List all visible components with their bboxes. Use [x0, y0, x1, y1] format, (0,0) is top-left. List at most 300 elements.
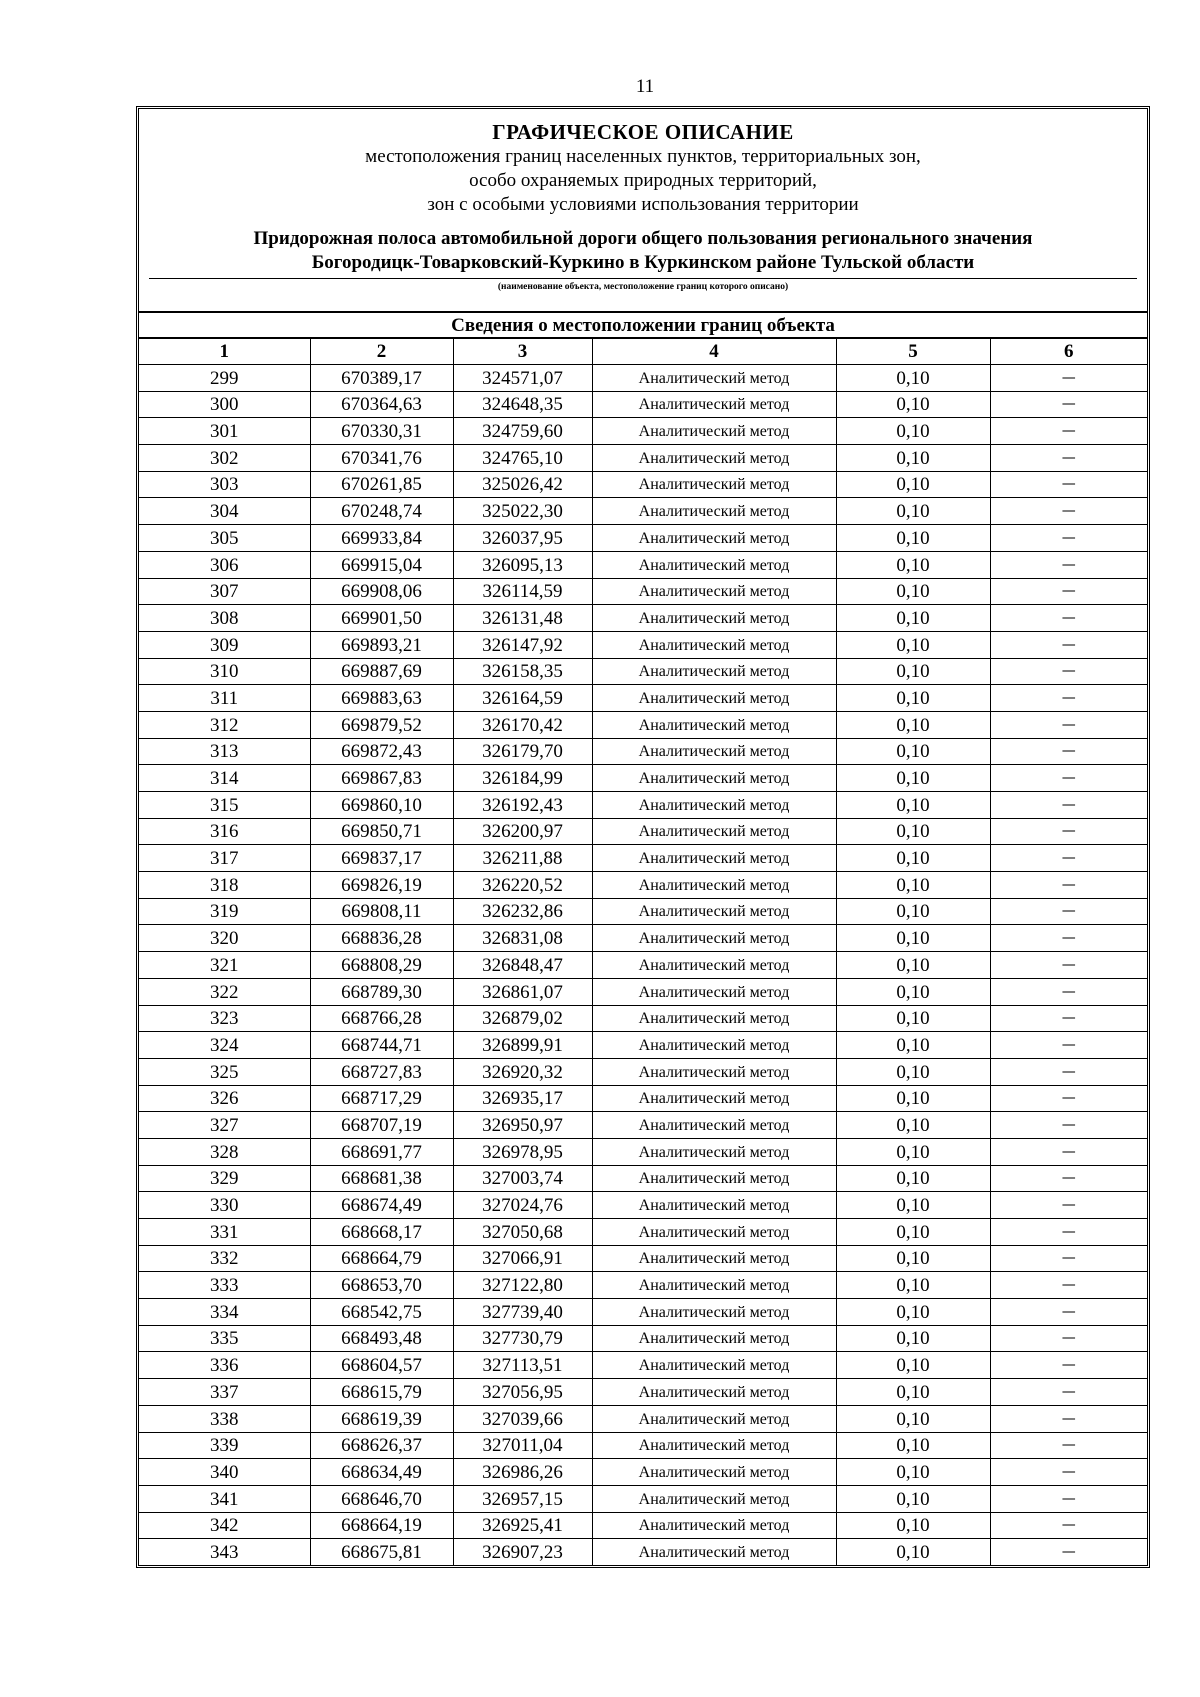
method-cell: Аналитический метод [592, 845, 836, 872]
precision-cell: 0,10 [836, 1432, 990, 1459]
x-coordinate-cell: 668653,70 [310, 1272, 453, 1299]
note-cell: — [990, 765, 1147, 792]
precision-cell: 0,10 [836, 1299, 990, 1326]
table-row [139, 1165, 1147, 1192]
method-cell: Аналитический метод [592, 765, 836, 792]
note-cell: — [990, 1032, 1147, 1059]
x-coordinate-cell: 668615,79 [310, 1379, 453, 1406]
precision-cell: 0,10 [836, 658, 990, 685]
y-coordinate-cell: 324759,60 [453, 418, 592, 445]
table-row [139, 631, 1147, 658]
note-cell: — [990, 1219, 1147, 1246]
x-coordinate-cell: 670330,31 [310, 418, 453, 445]
precision-cell: 0,10 [836, 711, 990, 738]
table-row [139, 365, 1147, 392]
y-coordinate-cell: 326831,08 [453, 925, 592, 952]
y-coordinate-cell: 327056,95 [453, 1379, 592, 1406]
x-coordinate-cell: 669808,11 [310, 898, 453, 925]
table-row [139, 685, 1147, 712]
x-coordinate-cell: 669933,84 [310, 525, 453, 552]
y-coordinate-cell: 324765,10 [453, 445, 592, 472]
x-coordinate-cell: 668744,71 [310, 1032, 453, 1059]
table-row [139, 711, 1147, 738]
method-cell: Аналитический метод [592, 1485, 836, 1512]
precision-cell: 0,10 [836, 391, 990, 418]
document-title: ГРАФИЧЕСКОЕ ОПИСАНИЕ [492, 120, 794, 144]
y-coordinate-cell: 326920,32 [453, 1058, 592, 1085]
table-row [139, 1405, 1147, 1432]
precision-cell: 0,10 [836, 1219, 990, 1246]
table-row [139, 872, 1147, 899]
object-caption: (наименование объекта, местоположение границ которого описано) [497, 282, 789, 292]
object-name-line-2: Богородицк-Товарковский-Куркино в Куркинском районе Тульской области [311, 252, 975, 273]
method-cell: Аналитический метод [592, 1245, 836, 1272]
precision-cell: 0,10 [836, 525, 990, 552]
method-cell: Аналитический метод [592, 1379, 836, 1406]
note-cell: — [990, 1058, 1147, 1085]
x-coordinate-cell: 669872,43 [310, 738, 453, 765]
point-number-cell: 342 [139, 1512, 310, 1539]
x-coordinate-cell: 668727,83 [310, 1058, 453, 1085]
y-coordinate-cell: 326037,95 [453, 525, 592, 552]
note-cell: — [990, 685, 1147, 712]
column-header: 1 [139, 339, 310, 365]
table-row [139, 1325, 1147, 1352]
precision-cell: 0,10 [836, 1058, 990, 1085]
object-name-line-1: Придорожная полоса автомобильной дороги общего пользования регионального значения [253, 228, 1033, 249]
method-cell: Аналитический метод [592, 1005, 836, 1032]
x-coordinate-cell: 668674,49 [310, 1192, 453, 1219]
table-row [139, 1032, 1147, 1059]
note-cell: — [990, 658, 1147, 685]
x-coordinate-cell: 668604,57 [310, 1352, 453, 1379]
method-cell: Аналитический метод [592, 1112, 836, 1139]
method-cell: Аналитический метод [592, 551, 836, 578]
point-number-cell: 326 [139, 1085, 310, 1112]
point-number-cell: 338 [139, 1405, 310, 1432]
table-row [139, 605, 1147, 632]
precision-cell: 0,10 [836, 551, 990, 578]
y-coordinate-cell: 326879,02 [453, 1005, 592, 1032]
x-coordinate-cell: 668836,28 [310, 925, 453, 952]
precision-cell: 0,10 [836, 872, 990, 899]
point-number-cell: 330 [139, 1192, 310, 1219]
coordinates-table [139, 339, 1147, 1565]
precision-cell: 0,10 [836, 1539, 990, 1565]
y-coordinate-cell: 326114,59 [453, 578, 592, 605]
y-coordinate-cell: 326147,92 [453, 631, 592, 658]
method-cell: Аналитический метод [592, 578, 836, 605]
point-number-cell: 329 [139, 1165, 310, 1192]
table-row [139, 658, 1147, 685]
precision-cell: 0,10 [836, 818, 990, 845]
y-coordinate-cell: 326957,15 [453, 1485, 592, 1512]
point-number-cell: 317 [139, 845, 310, 872]
y-coordinate-cell: 326986,26 [453, 1459, 592, 1486]
y-coordinate-cell: 327011,04 [453, 1432, 592, 1459]
table-row [139, 1085, 1147, 1112]
y-coordinate-cell: 324648,35 [453, 391, 592, 418]
precision-cell: 0,10 [836, 1325, 990, 1352]
note-cell: — [990, 498, 1147, 525]
precision-cell: 0,10 [836, 952, 990, 979]
column-header: 6 [990, 339, 1147, 365]
y-coordinate-cell: 327730,79 [453, 1325, 592, 1352]
precision-cell: 0,10 [836, 605, 990, 632]
point-number-cell: 343 [139, 1539, 310, 1565]
x-coordinate-cell: 670248,74 [310, 498, 453, 525]
x-coordinate-cell: 668808,29 [310, 952, 453, 979]
note-cell: — [990, 845, 1147, 872]
note-cell: — [990, 738, 1147, 765]
note-cell: — [990, 1112, 1147, 1139]
point-number-cell: 327 [139, 1112, 310, 1139]
point-number-cell: 316 [139, 818, 310, 845]
note-cell: — [990, 365, 1147, 392]
y-coordinate-cell: 326211,88 [453, 845, 592, 872]
method-cell: Аналитический метод [592, 818, 836, 845]
table-row [139, 1512, 1147, 1539]
point-number-cell: 304 [139, 498, 310, 525]
point-number-cell: 318 [139, 872, 310, 899]
precision-cell: 0,10 [836, 1405, 990, 1432]
precision-cell: 0,10 [836, 1459, 990, 1486]
point-number-cell: 312 [139, 711, 310, 738]
y-coordinate-cell: 327113,51 [453, 1352, 592, 1379]
note-cell: — [990, 445, 1147, 472]
point-number-cell: 320 [139, 925, 310, 952]
point-number-cell: 299 [139, 365, 310, 392]
precision-cell: 0,10 [836, 1379, 990, 1406]
table-row [139, 471, 1147, 498]
table-row [139, 1379, 1147, 1406]
x-coordinate-cell: 669826,19 [310, 872, 453, 899]
precision-cell: 0,10 [836, 1165, 990, 1192]
method-cell: Аналитический метод [592, 365, 836, 392]
point-number-cell: 340 [139, 1459, 310, 1486]
point-number-cell: 302 [139, 445, 310, 472]
table-row [139, 818, 1147, 845]
column-header: 2 [310, 339, 453, 365]
method-cell: Аналитический метод [592, 445, 836, 472]
table-row [139, 525, 1147, 552]
point-number-cell: 303 [139, 471, 310, 498]
method-cell: Аналитический метод [592, 1352, 836, 1379]
note-cell: — [990, 978, 1147, 1005]
point-number-cell: 322 [139, 978, 310, 1005]
note-cell: — [990, 1432, 1147, 1459]
note-cell: — [990, 925, 1147, 952]
x-coordinate-cell: 668542,75 [310, 1299, 453, 1326]
x-coordinate-cell: 669893,21 [310, 631, 453, 658]
note-cell: — [990, 952, 1147, 979]
precision-cell: 0,10 [836, 445, 990, 472]
y-coordinate-cell: 324571,07 [453, 365, 592, 392]
y-coordinate-cell: 326861,07 [453, 978, 592, 1005]
method-cell: Аналитический метод [592, 631, 836, 658]
table-row [139, 1432, 1147, 1459]
point-number-cell: 332 [139, 1245, 310, 1272]
note-cell: — [990, 1005, 1147, 1032]
table-row [139, 1005, 1147, 1032]
precision-cell: 0,10 [836, 685, 990, 712]
x-coordinate-cell: 669908,06 [310, 578, 453, 605]
document-frame [136, 106, 1150, 1568]
table-row [139, 391, 1147, 418]
caption-divider [149, 278, 1137, 279]
method-cell: Аналитический метод [592, 658, 836, 685]
method-cell: Аналитический метод [592, 738, 836, 765]
precision-cell: 0,10 [836, 1272, 990, 1299]
table-row [139, 925, 1147, 952]
table-header-row [139, 339, 1147, 365]
note-cell: — [990, 1245, 1147, 1272]
note-cell: — [990, 578, 1147, 605]
page-number: 11 [635, 76, 655, 97]
note-cell: — [990, 1512, 1147, 1539]
method-cell: Аналитический метод [592, 1432, 836, 1459]
table-body [139, 365, 1147, 1565]
point-number-cell: 339 [139, 1432, 310, 1459]
y-coordinate-cell: 326200,97 [453, 818, 592, 845]
point-number-cell: 321 [139, 952, 310, 979]
method-cell: Аналитический метод [592, 952, 836, 979]
point-number-cell: 300 [139, 391, 310, 418]
point-number-cell: 305 [139, 525, 310, 552]
note-cell: — [990, 631, 1147, 658]
method-cell: Аналитический метод [592, 1512, 836, 1539]
x-coordinate-cell: 668619,39 [310, 1405, 453, 1432]
precision-cell: 0,10 [836, 792, 990, 819]
table-row [139, 418, 1147, 445]
method-cell: Аналитический метод [592, 1299, 836, 1326]
note-cell: — [990, 391, 1147, 418]
precision-cell: 0,10 [836, 578, 990, 605]
note-cell: — [990, 1459, 1147, 1486]
subtitle-line-2: особо охраняемых природных территорий, [469, 170, 817, 191]
x-coordinate-cell: 669901,50 [310, 605, 453, 632]
point-number-cell: 336 [139, 1352, 310, 1379]
y-coordinate-cell: 326935,17 [453, 1085, 592, 1112]
table-row [139, 765, 1147, 792]
note-cell: — [990, 1138, 1147, 1165]
table-row [139, 498, 1147, 525]
table-row [139, 445, 1147, 472]
precision-cell: 0,10 [836, 845, 990, 872]
column-header: 4 [592, 339, 836, 365]
x-coordinate-cell: 668675,81 [310, 1539, 453, 1565]
point-number-cell: 325 [139, 1058, 310, 1085]
note-cell: — [990, 898, 1147, 925]
note-cell: — [990, 605, 1147, 632]
table-row [139, 1485, 1147, 1512]
x-coordinate-cell: 670261,85 [310, 471, 453, 498]
section-title: Сведения о местоположении границ объекта [139, 313, 1147, 339]
method-cell: Аналитический метод [592, 1405, 836, 1432]
y-coordinate-cell: 326907,23 [453, 1539, 592, 1565]
y-coordinate-cell: 327050,68 [453, 1219, 592, 1246]
y-coordinate-cell: 327003,74 [453, 1165, 592, 1192]
x-coordinate-cell: 668766,28 [310, 1005, 453, 1032]
precision-cell: 0,10 [836, 1352, 990, 1379]
method-cell: Аналитический метод [592, 685, 836, 712]
note-cell: — [990, 1299, 1147, 1326]
x-coordinate-cell: 669837,17 [310, 845, 453, 872]
table-row [139, 1219, 1147, 1246]
note-cell: — [990, 1485, 1147, 1512]
method-cell: Аналитический метод [592, 1032, 836, 1059]
method-cell: Аналитический метод [592, 978, 836, 1005]
method-cell: Аналитический метод [592, 605, 836, 632]
x-coordinate-cell: 668664,19 [310, 1512, 453, 1539]
x-coordinate-cell: 669860,10 [310, 792, 453, 819]
y-coordinate-cell: 327122,80 [453, 1272, 592, 1299]
table-row [139, 952, 1147, 979]
precision-cell: 0,10 [836, 1485, 990, 1512]
y-coordinate-cell: 326232,86 [453, 898, 592, 925]
note-cell: — [990, 818, 1147, 845]
note-cell: — [990, 1379, 1147, 1406]
table-row [139, 978, 1147, 1005]
y-coordinate-cell: 326192,43 [453, 792, 592, 819]
x-coordinate-cell: 668789,30 [310, 978, 453, 1005]
precision-cell: 0,10 [836, 765, 990, 792]
method-cell: Аналитический метод [592, 1165, 836, 1192]
precision-cell: 0,10 [836, 1512, 990, 1539]
point-number-cell: 310 [139, 658, 310, 685]
x-coordinate-cell: 668691,77 [310, 1138, 453, 1165]
precision-cell: 0,10 [836, 1005, 990, 1032]
point-number-cell: 307 [139, 578, 310, 605]
table-row [139, 1138, 1147, 1165]
x-coordinate-cell: 668646,70 [310, 1485, 453, 1512]
point-number-cell: 309 [139, 631, 310, 658]
x-coordinate-cell: 669879,52 [310, 711, 453, 738]
method-cell: Аналитический метод [592, 872, 836, 899]
note-cell: — [990, 792, 1147, 819]
note-cell: — [990, 471, 1147, 498]
y-coordinate-cell: 326184,99 [453, 765, 592, 792]
note-cell: — [990, 551, 1147, 578]
table-row [139, 1058, 1147, 1085]
point-number-cell: 315 [139, 792, 310, 819]
note-cell: — [990, 1272, 1147, 1299]
table-row [139, 1299, 1147, 1326]
subtitle-line-3: зон с особыми условиями использования территории [427, 194, 859, 215]
x-coordinate-cell: 670364,63 [310, 391, 453, 418]
note-cell: — [990, 1352, 1147, 1379]
method-cell: Аналитический метод [592, 471, 836, 498]
table-row [139, 1272, 1147, 1299]
point-number-cell: 319 [139, 898, 310, 925]
precision-cell: 0,10 [836, 925, 990, 952]
table-row [139, 1192, 1147, 1219]
document-header [139, 109, 1147, 313]
y-coordinate-cell: 326848,47 [453, 952, 592, 979]
table-row [139, 551, 1147, 578]
note-cell: — [990, 1405, 1147, 1432]
table-row [139, 738, 1147, 765]
precision-cell: 0,10 [836, 898, 990, 925]
point-number-cell: 335 [139, 1325, 310, 1352]
point-number-cell: 324 [139, 1032, 310, 1059]
y-coordinate-cell: 326131,48 [453, 605, 592, 632]
note-cell: — [990, 872, 1147, 899]
y-coordinate-cell: 325022,30 [453, 498, 592, 525]
y-coordinate-cell: 327739,40 [453, 1299, 592, 1326]
y-coordinate-cell: 326220,52 [453, 872, 592, 899]
precision-cell: 0,10 [836, 738, 990, 765]
table-row [139, 1459, 1147, 1486]
x-coordinate-cell: 670341,76 [310, 445, 453, 472]
point-number-cell: 308 [139, 605, 310, 632]
x-coordinate-cell: 668626,37 [310, 1432, 453, 1459]
point-number-cell: 313 [139, 738, 310, 765]
point-number-cell: 323 [139, 1005, 310, 1032]
note-cell: — [990, 1325, 1147, 1352]
note-cell: — [990, 418, 1147, 445]
point-number-cell: 333 [139, 1272, 310, 1299]
y-coordinate-cell: 326164,59 [453, 685, 592, 712]
y-coordinate-cell: 326170,42 [453, 711, 592, 738]
y-coordinate-cell: 326095,13 [453, 551, 592, 578]
table-row [139, 898, 1147, 925]
x-coordinate-cell: 668717,29 [310, 1085, 453, 1112]
point-number-cell: 341 [139, 1485, 310, 1512]
x-coordinate-cell: 668634,49 [310, 1459, 453, 1486]
method-cell: Аналитический метод [592, 1138, 836, 1165]
point-number-cell: 337 [139, 1379, 310, 1406]
point-number-cell: 328 [139, 1138, 310, 1165]
note-cell: — [990, 1192, 1147, 1219]
y-coordinate-cell: 326978,95 [453, 1138, 592, 1165]
x-coordinate-cell: 668681,38 [310, 1165, 453, 1192]
precision-cell: 0,10 [836, 365, 990, 392]
x-coordinate-cell: 669867,83 [310, 765, 453, 792]
table-row [139, 792, 1147, 819]
method-cell: Аналитический метод [592, 1459, 836, 1486]
precision-cell: 0,10 [836, 631, 990, 658]
method-cell: Аналитический метод [592, 1058, 836, 1085]
method-cell: Аналитический метод [592, 711, 836, 738]
y-coordinate-cell: 326179,70 [453, 738, 592, 765]
precision-cell: 0,10 [836, 1032, 990, 1059]
point-number-cell: 331 [139, 1219, 310, 1246]
point-number-cell: 334 [139, 1299, 310, 1326]
y-coordinate-cell: 326925,41 [453, 1512, 592, 1539]
precision-cell: 0,10 [836, 418, 990, 445]
x-coordinate-cell: 668664,79 [310, 1245, 453, 1272]
x-coordinate-cell: 668493,48 [310, 1325, 453, 1352]
point-number-cell: 301 [139, 418, 310, 445]
table-row [139, 1245, 1147, 1272]
y-coordinate-cell: 326950,97 [453, 1112, 592, 1139]
x-coordinate-cell: 669850,71 [310, 818, 453, 845]
method-cell: Аналитический метод [592, 525, 836, 552]
method-cell: Аналитический метод [592, 898, 836, 925]
y-coordinate-cell: 326158,35 [453, 658, 592, 685]
subtitle-line-1: местоположения границ населенных пунктов, территориальных зон, [365, 146, 921, 167]
point-number-cell: 311 [139, 685, 310, 712]
method-cell: Аналитический метод [592, 792, 836, 819]
x-coordinate-cell: 669887,69 [310, 658, 453, 685]
column-header: 3 [453, 339, 592, 365]
note-cell: — [990, 711, 1147, 738]
method-cell: Аналитический метод [592, 1219, 836, 1246]
precision-cell: 0,10 [836, 1192, 990, 1219]
point-number-cell: 306 [139, 551, 310, 578]
y-coordinate-cell: 327039,66 [453, 1405, 592, 1432]
